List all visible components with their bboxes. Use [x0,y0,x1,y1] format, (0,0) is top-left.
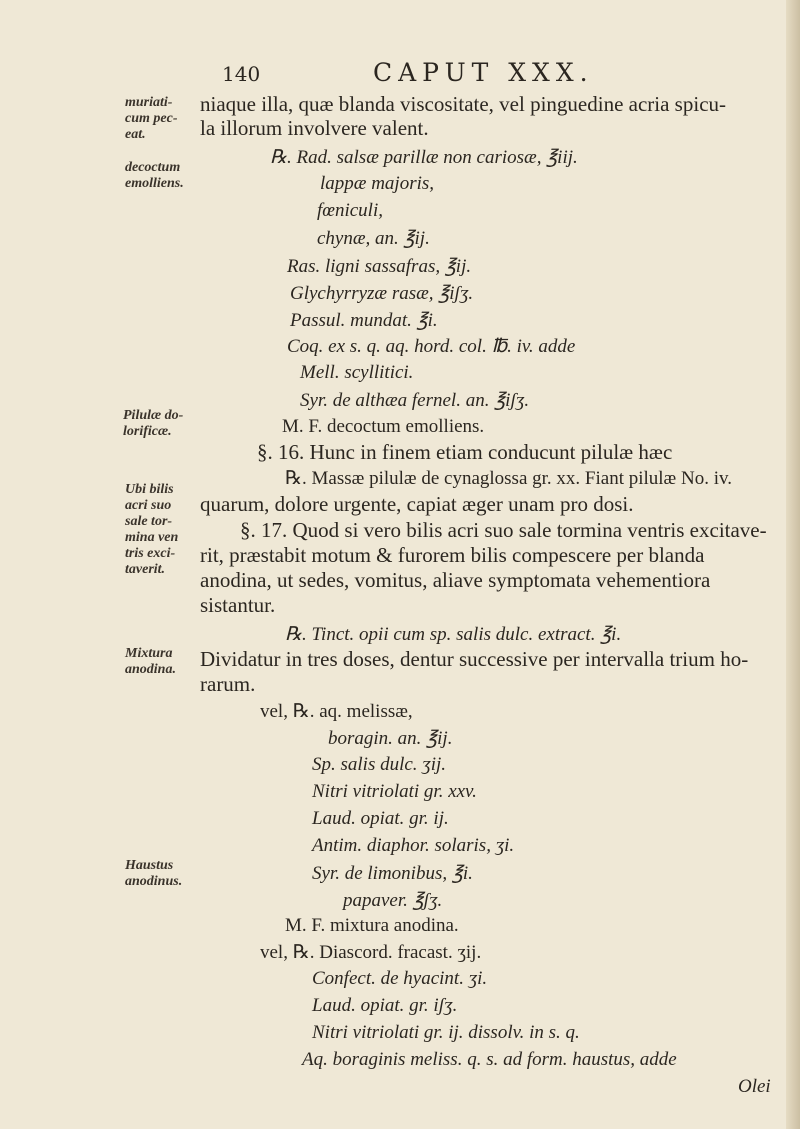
recipe-line: vel, ℞. aq. melissæ, [260,701,413,722]
running-header [0,48,800,88]
recipe-line: Confect. de hyacint. ʒi. [312,968,488,989]
recipe-line: M. F. mixtura anodina. [285,915,459,936]
body-line: la illorum involvere valent. [200,116,429,140]
recipe-line: Ras. ligni sassafras, ℥ij. [287,256,472,277]
margin-note-line: acri suo [125,498,172,513]
body-line: §. 16. Hunc in finem etiam conducunt pilulæ hæc [257,440,673,464]
margin-note-line: Haustus [125,858,174,873]
margin-note-line: anodinus. [125,874,183,889]
margin-note-line: emolliens. [125,176,184,191]
recipe-line: lappæ majoris, [320,173,435,194]
page-number: 140 [222,62,261,86]
recipe-line: Aq. boraginis meliss. q. s. ad form. haustus, adde [302,1049,677,1070]
recipe-line: Mell. scyllitici. [300,362,414,383]
recipe-line: boragin. an. ℥ij. [328,728,453,749]
margin-note [125,160,184,192]
margin-note [125,858,182,890]
margin-note-line: cum pec- [125,111,178,126]
body-line: rit, præstabit motum & furorem bilis compescere per blanda [200,543,705,567]
page-edge [786,0,800,1129]
recipe-line: Coq. ex s. q. aq. hord. col. ℔. iv. adde [287,336,576,357]
margin-note-line: tris exci- [125,546,176,561]
margin-note-line: mina ven [125,530,179,545]
margin-note-line: anodina. [125,662,176,677]
recipe-line: M. F. decoctum emolliens. [282,416,485,437]
margin-note-line: sale tor- [125,514,173,529]
body-line: anodina, ut sedes, vomitus, aliave symptomata vehementiora [200,568,711,592]
margin-note-line: eat. [125,127,146,142]
margin-note-line: lorificæ. [123,424,172,439]
recipe-line: chynæ, an. ℥ij. [317,228,430,249]
recipe-line: ℞. Rad. salsæ parillæ non cariosæ, ℥iij. [270,147,578,168]
recipe-line: Syr. de althæa fernel. an. ℥iʃʒ. [300,390,530,411]
body-line: §. 17. Quod si vero bilis acri suo sale tormina ventris excitave- [240,518,767,542]
margin-note [125,646,176,678]
margin-note-line: muriati- [125,95,173,110]
body-line: rarum. [200,672,256,696]
margin-note [125,95,177,143]
body-line: quarum, dolore urgente, capiat æger unam pro dosi. [200,492,634,516]
recipe-line: Laud. opiat. gr. iʃʒ. [312,995,458,1016]
margin-note-line: taverit. [125,562,166,577]
recipe-line: Nitri vitriolati gr. ij. dissolv. in s. q. [312,1022,580,1043]
margin-note-line: decoctum [125,160,181,175]
recipe-line: papaver. ℥ʃʒ. [343,890,443,911]
recipe-line: Sp. salis dulc. ʒij. [312,754,447,775]
body-line: Dividatur in tres doses, dentur successive per intervalla trium ho- [200,647,749,671]
margin-note-line: Mixtura [125,646,173,661]
recipe-line: vel, ℞. Diascord. fracast. ʒij. [260,942,482,963]
catchword: Olei [738,1076,771,1097]
margin-note [123,408,183,440]
recipe-line: ℞. Tinct. opii cum sp. salis dulc. extract. ℥i. [285,624,622,645]
recipe-line: Syr. de limonibus, ℥i. [312,863,473,884]
recipe-line: Passul. mundat. ℥i. [290,310,438,331]
margin-note-line: Ubi bilis [125,482,174,497]
body-line: sistantur. [200,593,276,617]
recipe-line: Glychyrryzæ rasæ, ℥iʃʒ. [290,283,474,304]
recipe-line: Nitri vitriolati gr. xxv. [312,781,477,802]
margin-note [125,482,178,578]
recipe-line: fœniculi, [317,200,383,221]
recipe-line: Laud. opiat. gr. ij. [312,808,449,829]
body-line: niaque illa, quæ blanda viscositate, vel pinguedine acria spicu- [200,92,727,116]
recipe-line: ℞. Massæ pilulæ de cynaglossa gr. xx. Fiant pilulæ No. iv. [285,468,732,489]
chapter-title: CAPUT XXX. [373,58,594,87]
recipe-line: Antim. diaphor. solaris, ʒi. [312,835,515,856]
margin-note-line: Pilulæ do- [123,408,184,423]
